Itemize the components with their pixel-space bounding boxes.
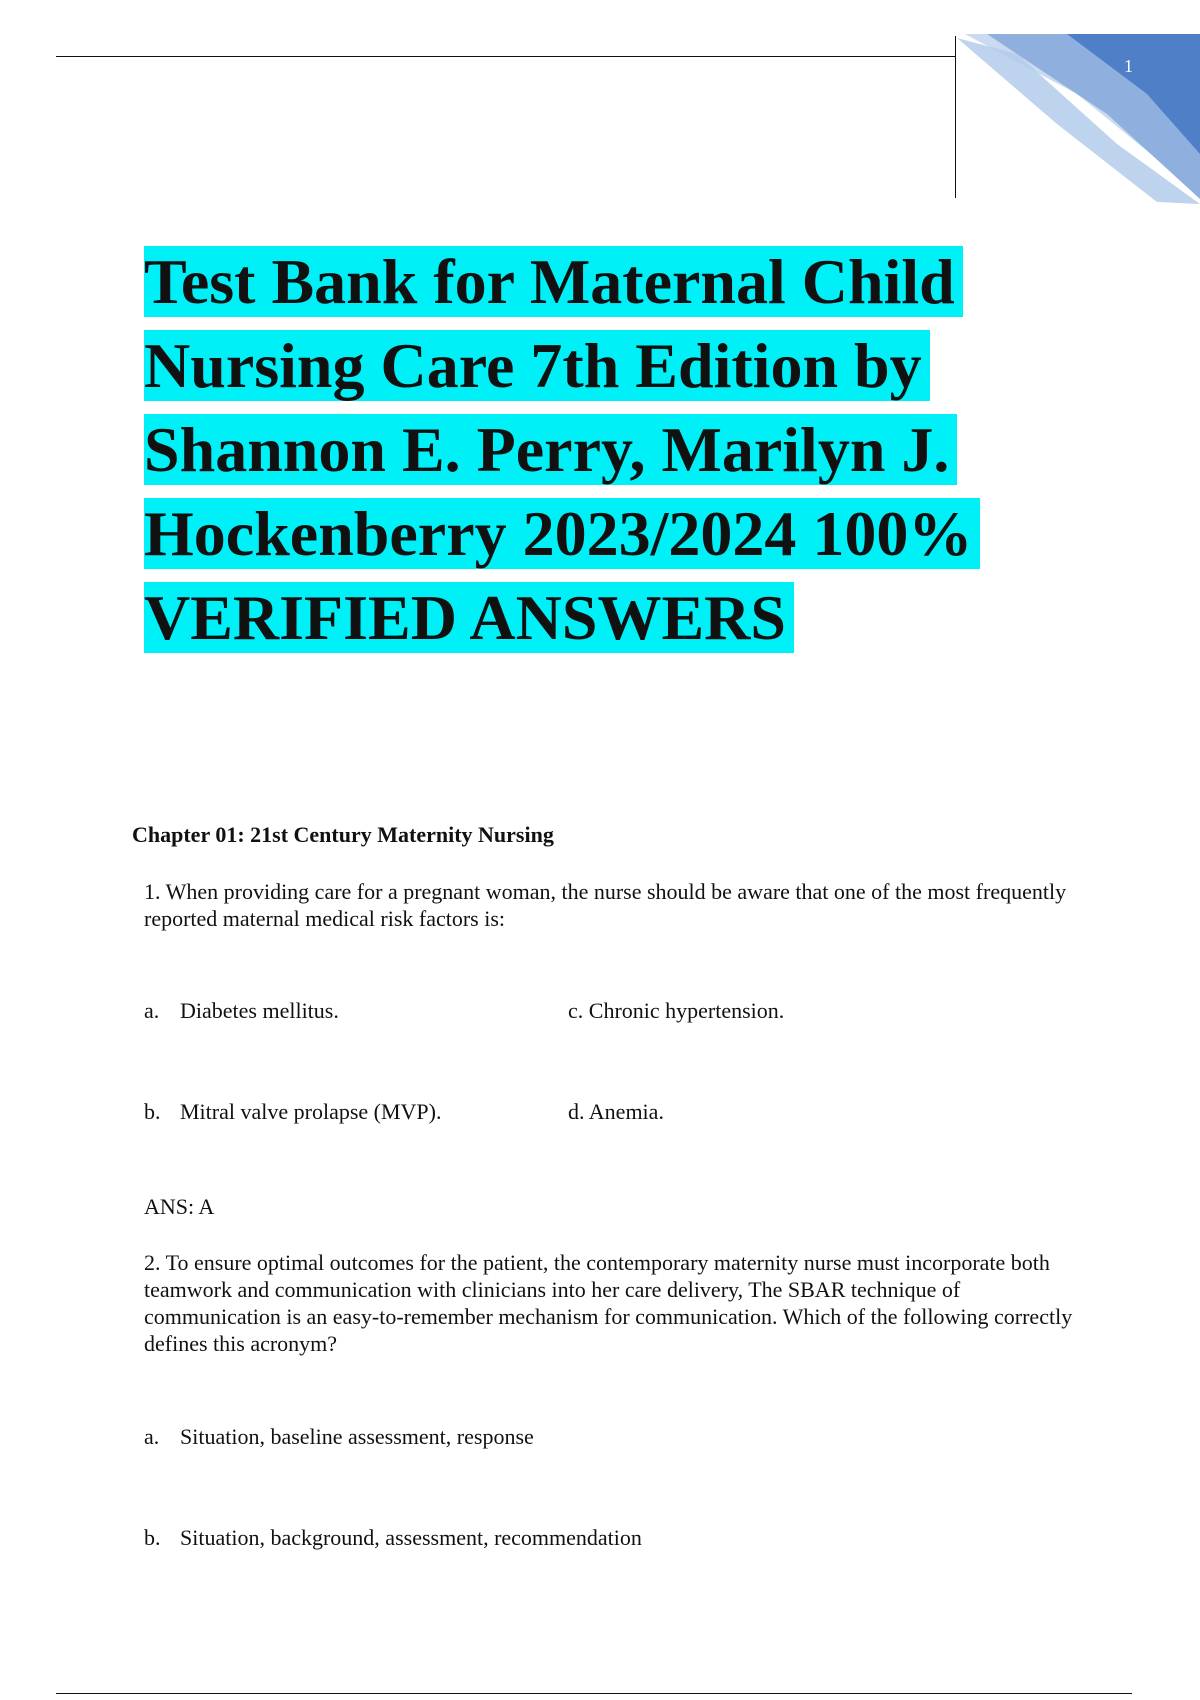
question-1-option-a xyxy=(144,998,339,1024)
option-text: Situation, background, assessment, recommendation xyxy=(180,1525,642,1550)
option-text: Chronic hypertension. xyxy=(588,998,785,1023)
question-2-option-a xyxy=(144,1424,534,1450)
option-text: Situation, baseline assessment, response xyxy=(180,1424,534,1449)
corner-decoration xyxy=(957,34,1200,204)
page-number: 1 xyxy=(1124,56,1133,76)
option-letter: a. xyxy=(144,1424,160,1449)
question-2-option-b xyxy=(144,1525,642,1551)
option-letter: b. xyxy=(144,1099,161,1124)
document-title-text: Test Bank for Maternal Child Nursing Care 7th Edition by Shannon E. Perry, Marilyn J. Hockenberry 2023/2024 100% VERIFIED ANSWERS xyxy=(144,246,980,653)
option-letter: c. xyxy=(568,998,584,1023)
question-1-text: 1. When providing care for a pregnant woman, the nurse should be aware that one of the most frequently reported maternal medical risk factors is: xyxy=(144,879,1067,931)
question-2-text: 2. To ensure optimal outcomes for the patient, the contemporary maternity nurse must incorporate both teamwork and communication with clinicians into her care delivery, The SBAR technique of communication is an easy-to-remember mechanism for communication. Which of the following correctly defines this acronym? xyxy=(144,1250,1073,1356)
question-1-option-d xyxy=(568,1099,664,1125)
option-letter: a. xyxy=(144,998,160,1023)
question-1-option-b xyxy=(144,1099,442,1125)
document-title xyxy=(144,240,1084,660)
option-letter: d. xyxy=(568,1099,585,1124)
chapter-heading: Chapter 01: 21st Century Maternity Nursing xyxy=(132,822,554,847)
footer-rule xyxy=(56,1693,1132,1694)
option-text: Diabetes mellitus. xyxy=(180,998,339,1023)
option-letter: b. xyxy=(144,1525,161,1550)
option-text: Mitral valve prolapse (MVP). xyxy=(180,1099,442,1124)
header-rule xyxy=(56,56,956,57)
option-text: Anemia. xyxy=(588,1099,664,1124)
header-divider xyxy=(955,36,956,198)
question-1-answer: ANS: A xyxy=(144,1194,215,1219)
question-1-option-c xyxy=(568,998,784,1024)
